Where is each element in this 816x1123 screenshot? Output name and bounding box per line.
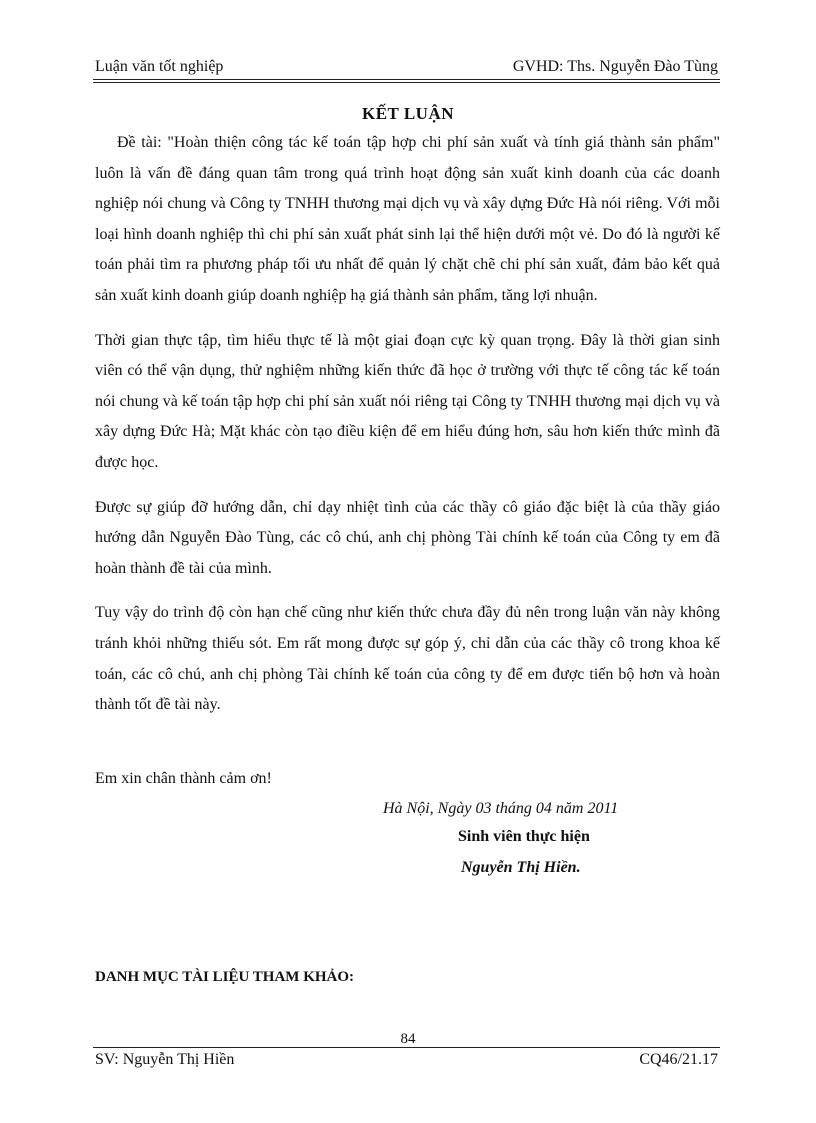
page-number: 84 <box>400 1031 416 1047</box>
paragraph-1: Đề tài: "Hoàn thiện công tác kế toán tập hợp chi phí sản xuất và tính giá thành sản phẩm" luôn là vấn đề đáng quan tâm trong quá trình hoạt động sản xuất kinh doanh của các doanh nghiệp nói chung và Công ty TNHH thương mại dịch vụ và xây dựng Đức Hà nói riêng. Với mỗi loại hình doanh nghiệp thì chi phí sản xuất phát sinh lại thể hiện dưới một vẻ. Do đó là người kế toán phải tìm ra phương pháp tối ưu nhất để quản lý chặt chẽ chi phí sản xuất, đảm bảo kết quả sản xuất kinh doanh giúp doanh nghiệp hạ giá thành sản phẩm, tăng lợi nhuận. <box>95 134 720 304</box>
signature-block <box>383 800 618 877</box>
header-advisor: GVHD: Ths. Nguyễn Đào Tùng <box>512 58 718 75</box>
paragraph-3: Được sự giúp đỡ hướng dẫn, chỉ dạy nhiệt tình của các thầy cô giáo đặc biệt là của thầy giáo hướng dẫn Nguyễn Đào Tùng, các cô chú, anh chị phòng Tài chính kế toán của Công ty em đã hoàn thành đề tài của mình. <box>95 498 720 577</box>
page-header <box>95 52 718 76</box>
footer-student: SV: Nguyễn Thị Hiền <box>95 1051 235 1068</box>
conclusion-body <box>95 128 720 735</box>
paragraph-2: Thời gian thực tập, tìm hiểu thực tế là một giai đoạn cực kỳ quan trọng. Đây là thời gian sinh viên có thể vận dụng, thử nghiệm những kiến thức đã học ở trường với thực tế công tác kế toán nói chung và kế toán tập hợp chi phí sản xuất nói riêng tại Công ty TNHH thương mại dịch vụ và xây dựng Đức Hà; Mặt khác còn tạo điều kiện để em hiểu đúng hơn, sâu hơn kiến thức mình đã được học. <box>95 331 720 471</box>
place-date: Hà Nội, Ngày 03 tháng 04 năm 2011 <box>383 800 619 817</box>
header-rule <box>93 79 720 83</box>
section-title: KẾT LUẬN <box>361 104 454 123</box>
signer-name: Nguyễn Thị Hiền. <box>461 859 581 876</box>
references-heading: DANH MỤC TÀI LIỆU THAM KHẢO: <box>95 969 355 985</box>
signer-role: Sinh viên thực hiện <box>458 828 590 845</box>
page-footer <box>95 1051 718 1069</box>
paragraph-4: Tuy vậy do trình độ còn hạn chế cũng như kiến thức chưa đầy đủ nên trong luận văn này không tránh khỏi những thiếu sót. Em rất mong được sự góp ý, chỉ dẫn của các thầy cô trong khoa kế toán, các cô chú, anh chị phòng Tài chính kế toán của công ty để em được tiến bộ hơn và hoàn thành tốt đề tài này. <box>95 604 720 714</box>
footer-rule <box>93 1047 720 1048</box>
header-thesis-label: Luận văn tốt nghiệp <box>95 58 224 75</box>
closing-line: Em xin chân thành cảm ơn! <box>95 770 272 787</box>
footer-class-code: CQ46/21.17 <box>639 1051 718 1068</box>
